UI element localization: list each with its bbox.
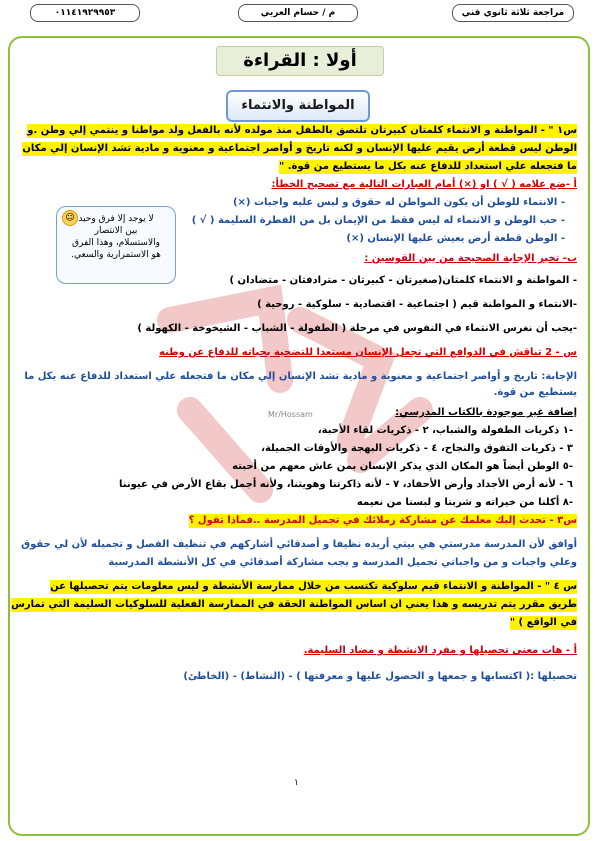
q4-line-2: طريق مقرر يتم تدريسه و هذا يعني ان اساس المواطنة الحقة في الممارسة الفعلية للسلوكيات السليمة التي تمارس xyxy=(11,599,577,610)
course-title: مراجعة ثلاثة ثانوي فني xyxy=(461,8,565,18)
q4-answer: تحصيلها :( اكتسابها و جمعها و الحصول عليها و معرفتها ) - (النشاط) - (الخاطئ) xyxy=(183,671,577,682)
q1-b-item-2: -الانتماء و المواطنة قيم ( اجتماعية - اقتصادية - سلوكية - روحية ) xyxy=(257,299,577,310)
extra-item-1: -١ ذكريات الطفولة والشباب، ٢ - ذكريات لقاء الأحبة، xyxy=(317,425,573,436)
quote-line: لا يوجد إلا فرق وحيد xyxy=(78,214,154,224)
q2-answer-1: الإجابة: تاريخ و أواصر اجتماعية و معنوية و مادية تشد الإنسان إلي مكان ما فتجعله علي استعداد للدفاع عنه بكل ما xyxy=(24,371,577,382)
q1-part-b-heading: ب- تخير الإجابة الصحيحة من بين القوسين : xyxy=(364,253,577,264)
extra-item-3: -٥ الوطن أيضاً هو المكان الذي يذكر الإنسان بمن عاش معهم من أحبته xyxy=(232,461,573,472)
q1-a-item-3: - الوطن قطعة أرض يعيش عليها الإنسان (×) xyxy=(346,233,565,244)
q3-answer-1: أوافق لأن المدرسة مدرستي هي بيتي أريده نظيفا و أصدقائي أشاركهم في تنظيف الفصل و تجميله لأن لي حقوق xyxy=(21,539,577,550)
q1-b-item-1: - المواطنة و الانتماء كلمتان(صغيرتان - كبيرتان - مترادفتان - متضادان ) xyxy=(229,275,577,286)
q4-part-a-heading: أ - هات معنى تحصيلها و مفرد الانشطة و مضاد السليمة. xyxy=(303,645,577,656)
watermark-label: Mr/Hossam xyxy=(268,410,313,419)
q1-b-item-3: -يجب أن نغرس الانتماء في النفوس في مرحلة ( الطفولة - الشباب - الشيخوخة - الكهولة ) xyxy=(137,323,577,334)
quote-line: بين الانتصار xyxy=(94,226,138,236)
q2-heading: س - 2 تناقش في الدوافع التي تجعل الإنسان مستعدا للتضحية بحياته للدفاع عن وطنه xyxy=(159,347,577,358)
section-title: أولا : القراءة xyxy=(216,46,384,76)
phone-number: ٠١١٤١٩٢٩٩٥٣ xyxy=(54,8,116,18)
course-pill xyxy=(452,4,574,22)
q3-answer-2: وعلي واجبات و من واجباتي تجميل المدرسة و يجب مشاركة أصدقائي في كل الأنشطة المدرسية xyxy=(108,557,577,568)
q1-part-a-heading: أ -ضع علامه ( √ ) او (×) أمام العبارات التالية مع تصحيح الخطأ: xyxy=(271,179,577,190)
q3-heading: س٣ - تحدث إليك معلمك عن مشاركة زملائك في تجميل المدرسة ..فماذا تقول ؟ xyxy=(188,515,577,526)
extra-item-5: -٨ أكلنا من خيراته و شربنا و لبسنا من نعيمه xyxy=(356,497,573,508)
extra-heading: إضافة غير موجودة بالكتاب المدرسي: xyxy=(395,407,577,418)
quote-line: هو الاستمرارية والسعي. xyxy=(71,250,161,260)
q1-line-3: ما فتجعله علي استعداد للدفاع عنه بكل ما يستطيع من قوة. " xyxy=(279,161,577,172)
q1-line-2: الوطن ليس قطعة أرض يقيم عليها الإنسان و لكنه تاريخ و أواصر اجتماعية و معنوية و مادية تشد الإنسان إلي مكان xyxy=(22,143,577,154)
page-number: ١ xyxy=(294,778,299,788)
smiley-icon: ☺ xyxy=(62,210,78,226)
teacher-name: م / حسام العربي xyxy=(260,8,336,18)
teacher-pill xyxy=(238,4,358,22)
extra-item-2: ٣ - ذكريات التفوق والنجاح، ٤ - ذكريات البهجة والأوقات الجميلة، xyxy=(261,443,573,454)
q2-answer-2: يستطيع من قوة. xyxy=(493,387,577,398)
q4-line-3: في الواقع ) " xyxy=(509,617,577,628)
lesson-title: المواطنة والانتماء xyxy=(226,90,370,122)
q1-line-1: س١ " - المواطنة و الانتماء كلمتان كبيرتان تلتصق بالطفل منذ مولده لأنه بالفعل ولد مواطنا و ينتمي إلي وطن .و xyxy=(27,125,577,136)
q1-a-item-1: - الانتماء للوطن أن يكون المواطن له حقوق و ليس عليه واجبات (×) xyxy=(232,197,565,208)
phone-pill xyxy=(30,4,140,22)
extra-item-4: ٦ - لأنه أرض الأجداد وأرض الأحفاد، ٧ - لأنه ذاكرتنا وهويتنا، ولأنه أجمل بقاع الأرض في عيوننا xyxy=(119,479,573,490)
q1-a-item-2: - حب الوطن و الانتماء له ليس فقط من الإيمان بل من الفطرة السليمة ( √ ) xyxy=(191,215,565,226)
q4-line-1: س ٤ " - المواطنة و الانتماء قيم سلوكية تكتسب من خلال ممارسة الأنشطة و ليس معلومات يتم تحصيلها عن xyxy=(50,581,577,592)
quote-line: والاستسلام، وهذا الفرق xyxy=(72,238,160,248)
